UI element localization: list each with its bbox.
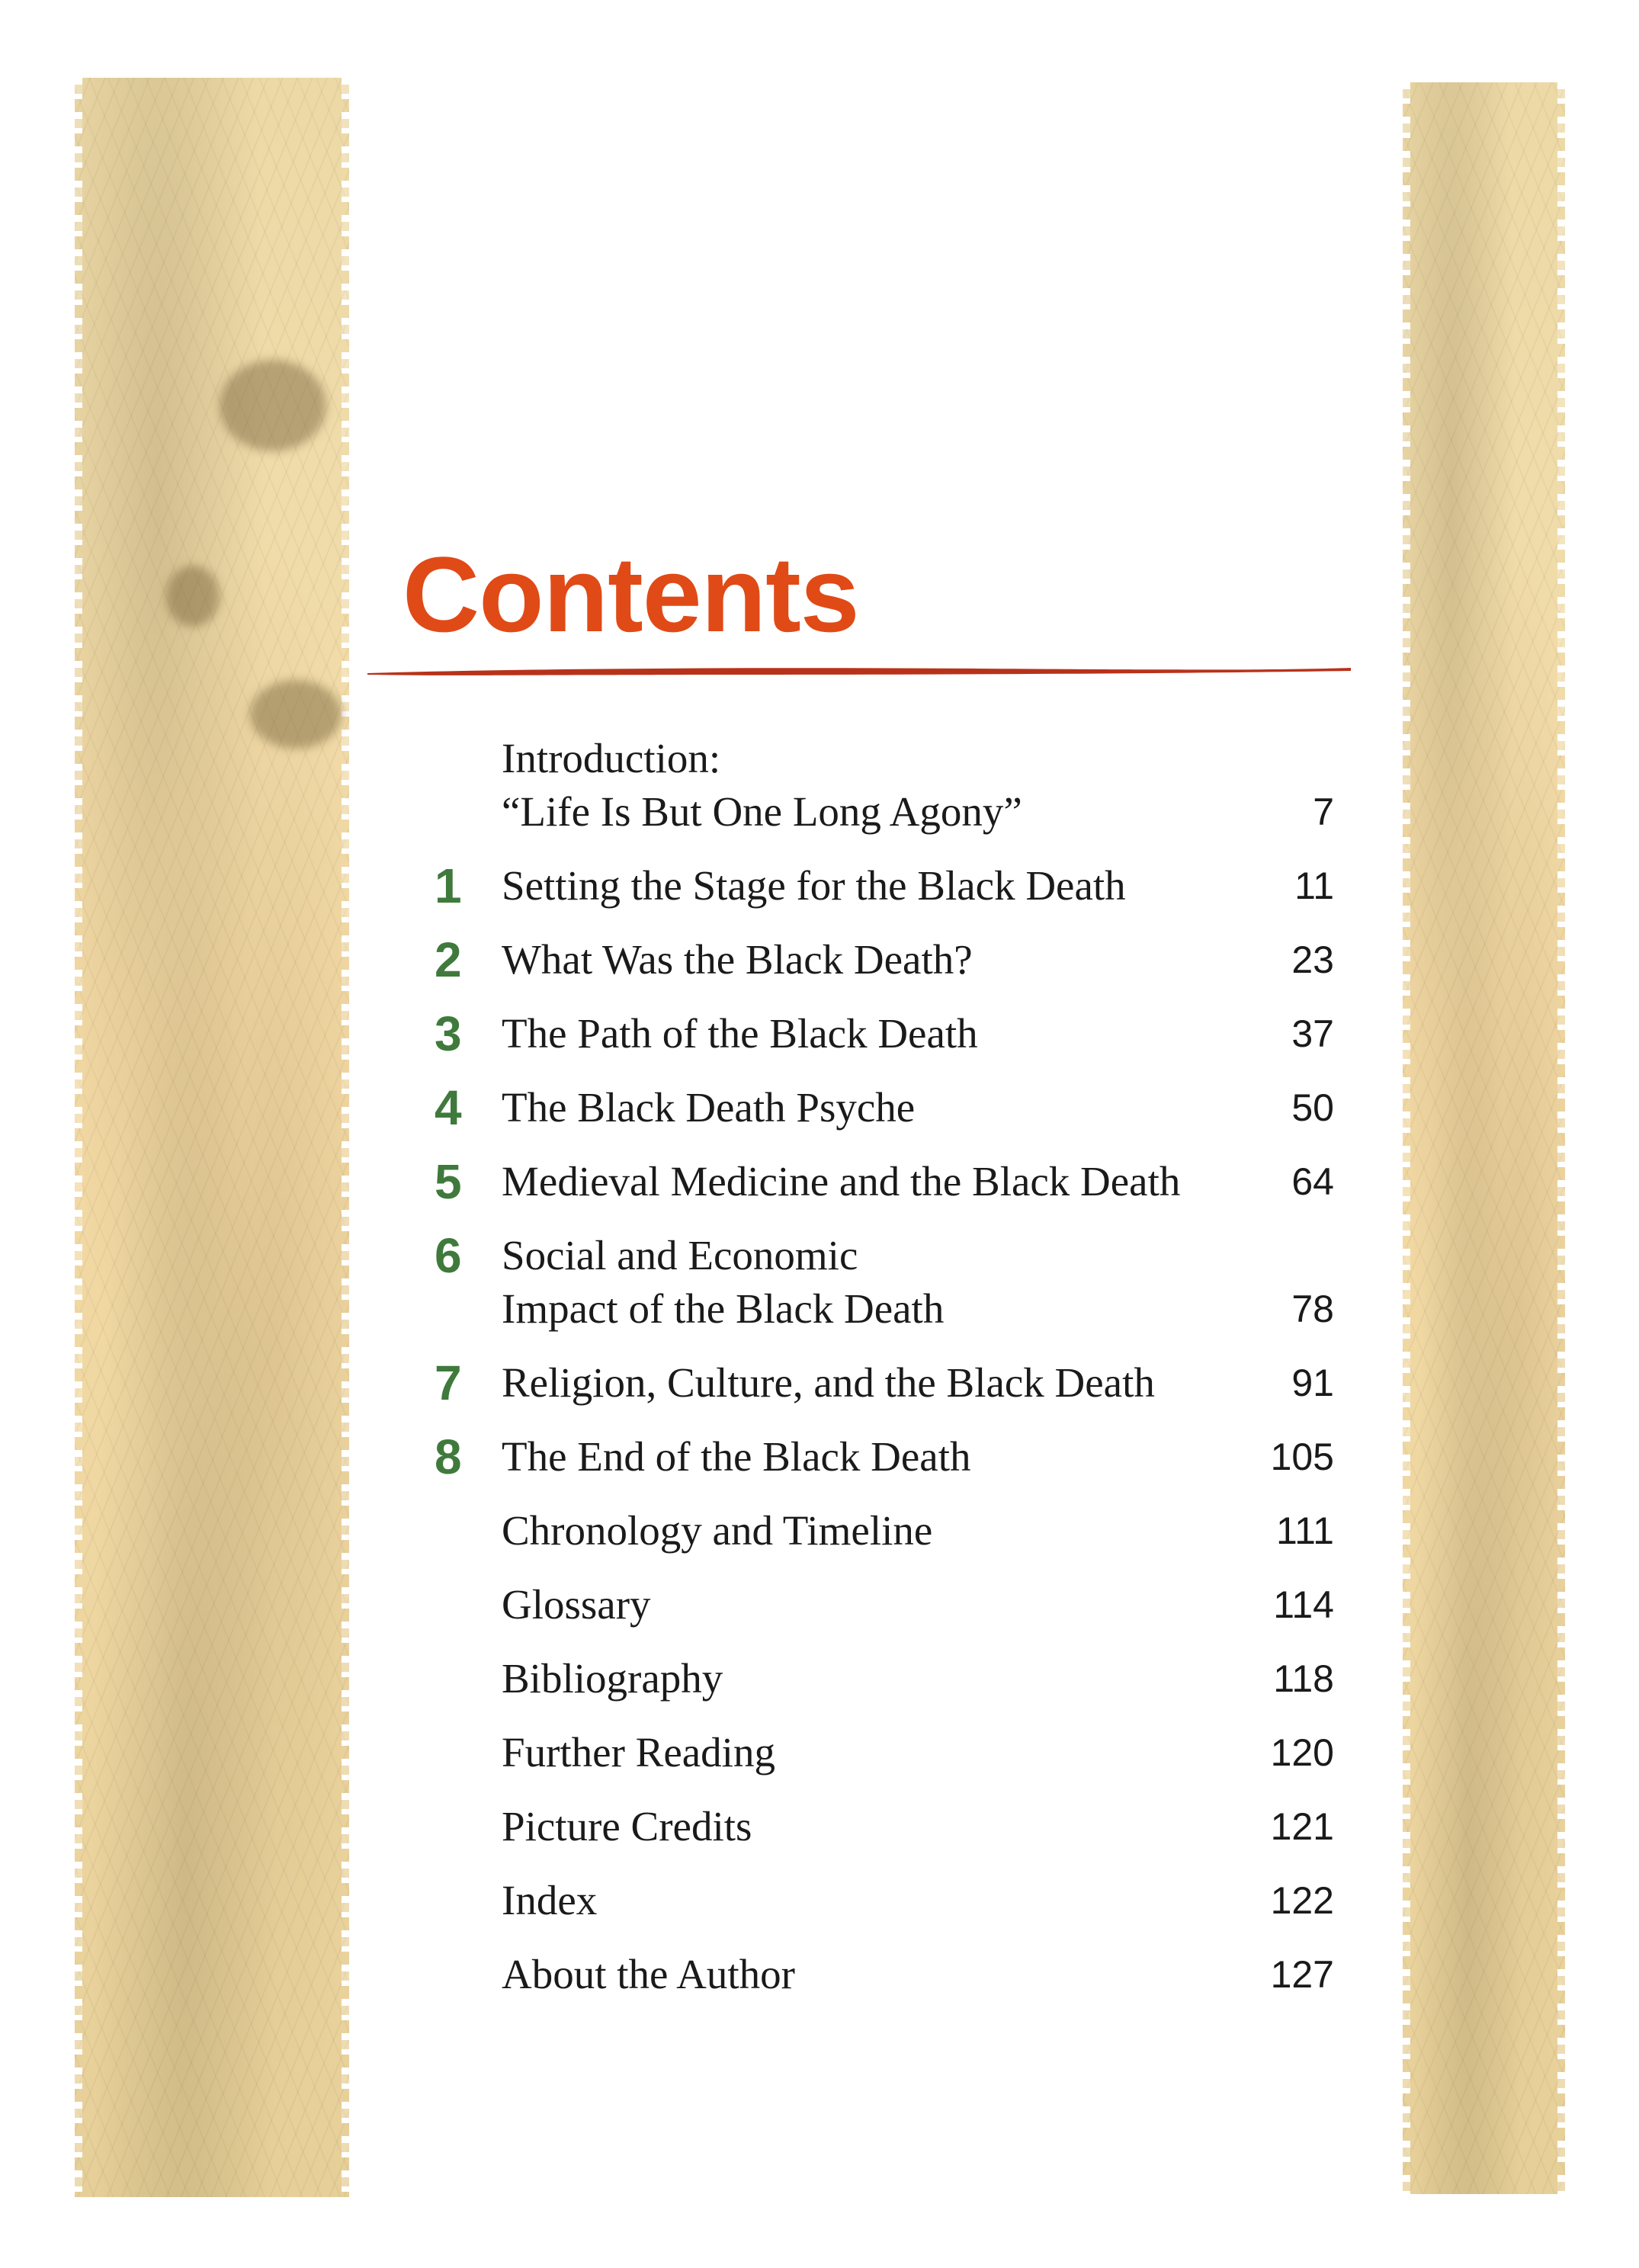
parchment-stain xyxy=(166,566,220,627)
toc-entry[interactable] xyxy=(412,1155,1334,1208)
page-number: 23 xyxy=(1291,938,1334,981)
page-number: 118 xyxy=(1273,1657,1334,1700)
toc-entry[interactable] xyxy=(412,1430,1334,1484)
chapter-title: The Black Death Psyche xyxy=(502,1084,916,1131)
chapter-number: 5 xyxy=(435,1154,462,1209)
chapter-title: What Was the Black Death? xyxy=(502,936,973,983)
toc-entry[interactable] xyxy=(412,1081,1334,1134)
chapter-title: Bibliography xyxy=(502,1655,723,1702)
toc-entry[interactable] xyxy=(412,1948,1334,2001)
right-strip-torn-edge-outer xyxy=(1557,82,1568,2194)
toc-entry[interactable] xyxy=(412,732,1334,839)
page-number: 91 xyxy=(1291,1362,1334,1404)
page-number: 11 xyxy=(1294,865,1334,907)
title-underline-brushstroke xyxy=(367,666,1351,678)
toc-entry[interactable] xyxy=(412,1578,1334,1631)
toc-entry[interactable] xyxy=(412,1874,1334,1927)
left-strip-torn-edge xyxy=(72,78,82,2197)
toc-entry[interactable] xyxy=(412,1800,1334,1853)
chapter-number: 7 xyxy=(435,1355,462,1410)
chapter-title: Index xyxy=(502,1877,598,1923)
chapter-title: The End of the Black Death xyxy=(502,1433,971,1480)
page-number: 111 xyxy=(1275,1509,1334,1552)
toc-entry[interactable] xyxy=(412,933,1334,986)
toc-entry[interactable] xyxy=(412,1356,1334,1410)
chapter-number: 6 xyxy=(435,1228,462,1283)
table-of-contents xyxy=(412,732,1334,2022)
page-number: 78 xyxy=(1291,1288,1334,1330)
parchment-stain xyxy=(220,360,326,451)
chapter-title: Introduction: “Life Is But One Long Agony” xyxy=(502,735,1022,835)
chapter-title: Social and Economic Impact of the Black Death xyxy=(502,1232,945,1332)
page-number: 121 xyxy=(1270,1805,1334,1848)
toc-entry[interactable] xyxy=(412,1229,1334,1336)
page-number: 114 xyxy=(1273,1583,1334,1626)
chapter-number: 2 xyxy=(435,932,462,987)
toc-entry[interactable] xyxy=(412,1504,1334,1557)
chapter-title: The Path of the Black Death xyxy=(502,1010,978,1057)
toc-entry[interactable] xyxy=(412,1007,1334,1060)
chapter-title: Religion, Culture, and the Black Death xyxy=(502,1359,1155,1406)
page-number: 50 xyxy=(1291,1086,1334,1129)
toc-entry[interactable] xyxy=(412,859,1334,913)
chapter-number: 3 xyxy=(435,1006,462,1061)
page-number: 122 xyxy=(1270,1879,1334,1922)
page-number: 127 xyxy=(1270,1953,1334,1996)
page-number: 105 xyxy=(1270,1436,1334,1478)
page-number: 37 xyxy=(1291,1012,1334,1055)
chapter-number: 8 xyxy=(435,1429,462,1484)
toc-entry[interactable] xyxy=(412,1652,1334,1705)
chapter-title: About the Author xyxy=(502,1951,795,1997)
chapter-number: 4 xyxy=(435,1080,462,1135)
chapter-title: Glossary xyxy=(502,1581,651,1628)
chapter-title: Medieval Medicine and the Black Death xyxy=(502,1158,1181,1205)
chapter-title: Further Reading xyxy=(502,1729,775,1776)
left-strip-torn-edge-inner xyxy=(342,78,352,2197)
chapter-title: Chronology and Timeline xyxy=(502,1507,933,1554)
parchment-stain xyxy=(250,680,342,749)
chapter-number: 1 xyxy=(435,858,462,913)
page-number: 120 xyxy=(1270,1731,1334,1774)
chapter-title: Picture Credits xyxy=(502,1803,752,1849)
right-strip-torn-edge xyxy=(1400,82,1410,2194)
page-number: 64 xyxy=(1291,1160,1334,1203)
chapter-title: Setting the Stage for the Black Death xyxy=(502,862,1126,909)
page-number: 7 xyxy=(1313,791,1334,833)
left-parchment-strip xyxy=(75,78,349,2197)
page-title: Contents xyxy=(403,534,859,654)
toc-entry[interactable] xyxy=(412,1726,1334,1779)
right-parchment-strip xyxy=(1403,82,1565,2194)
